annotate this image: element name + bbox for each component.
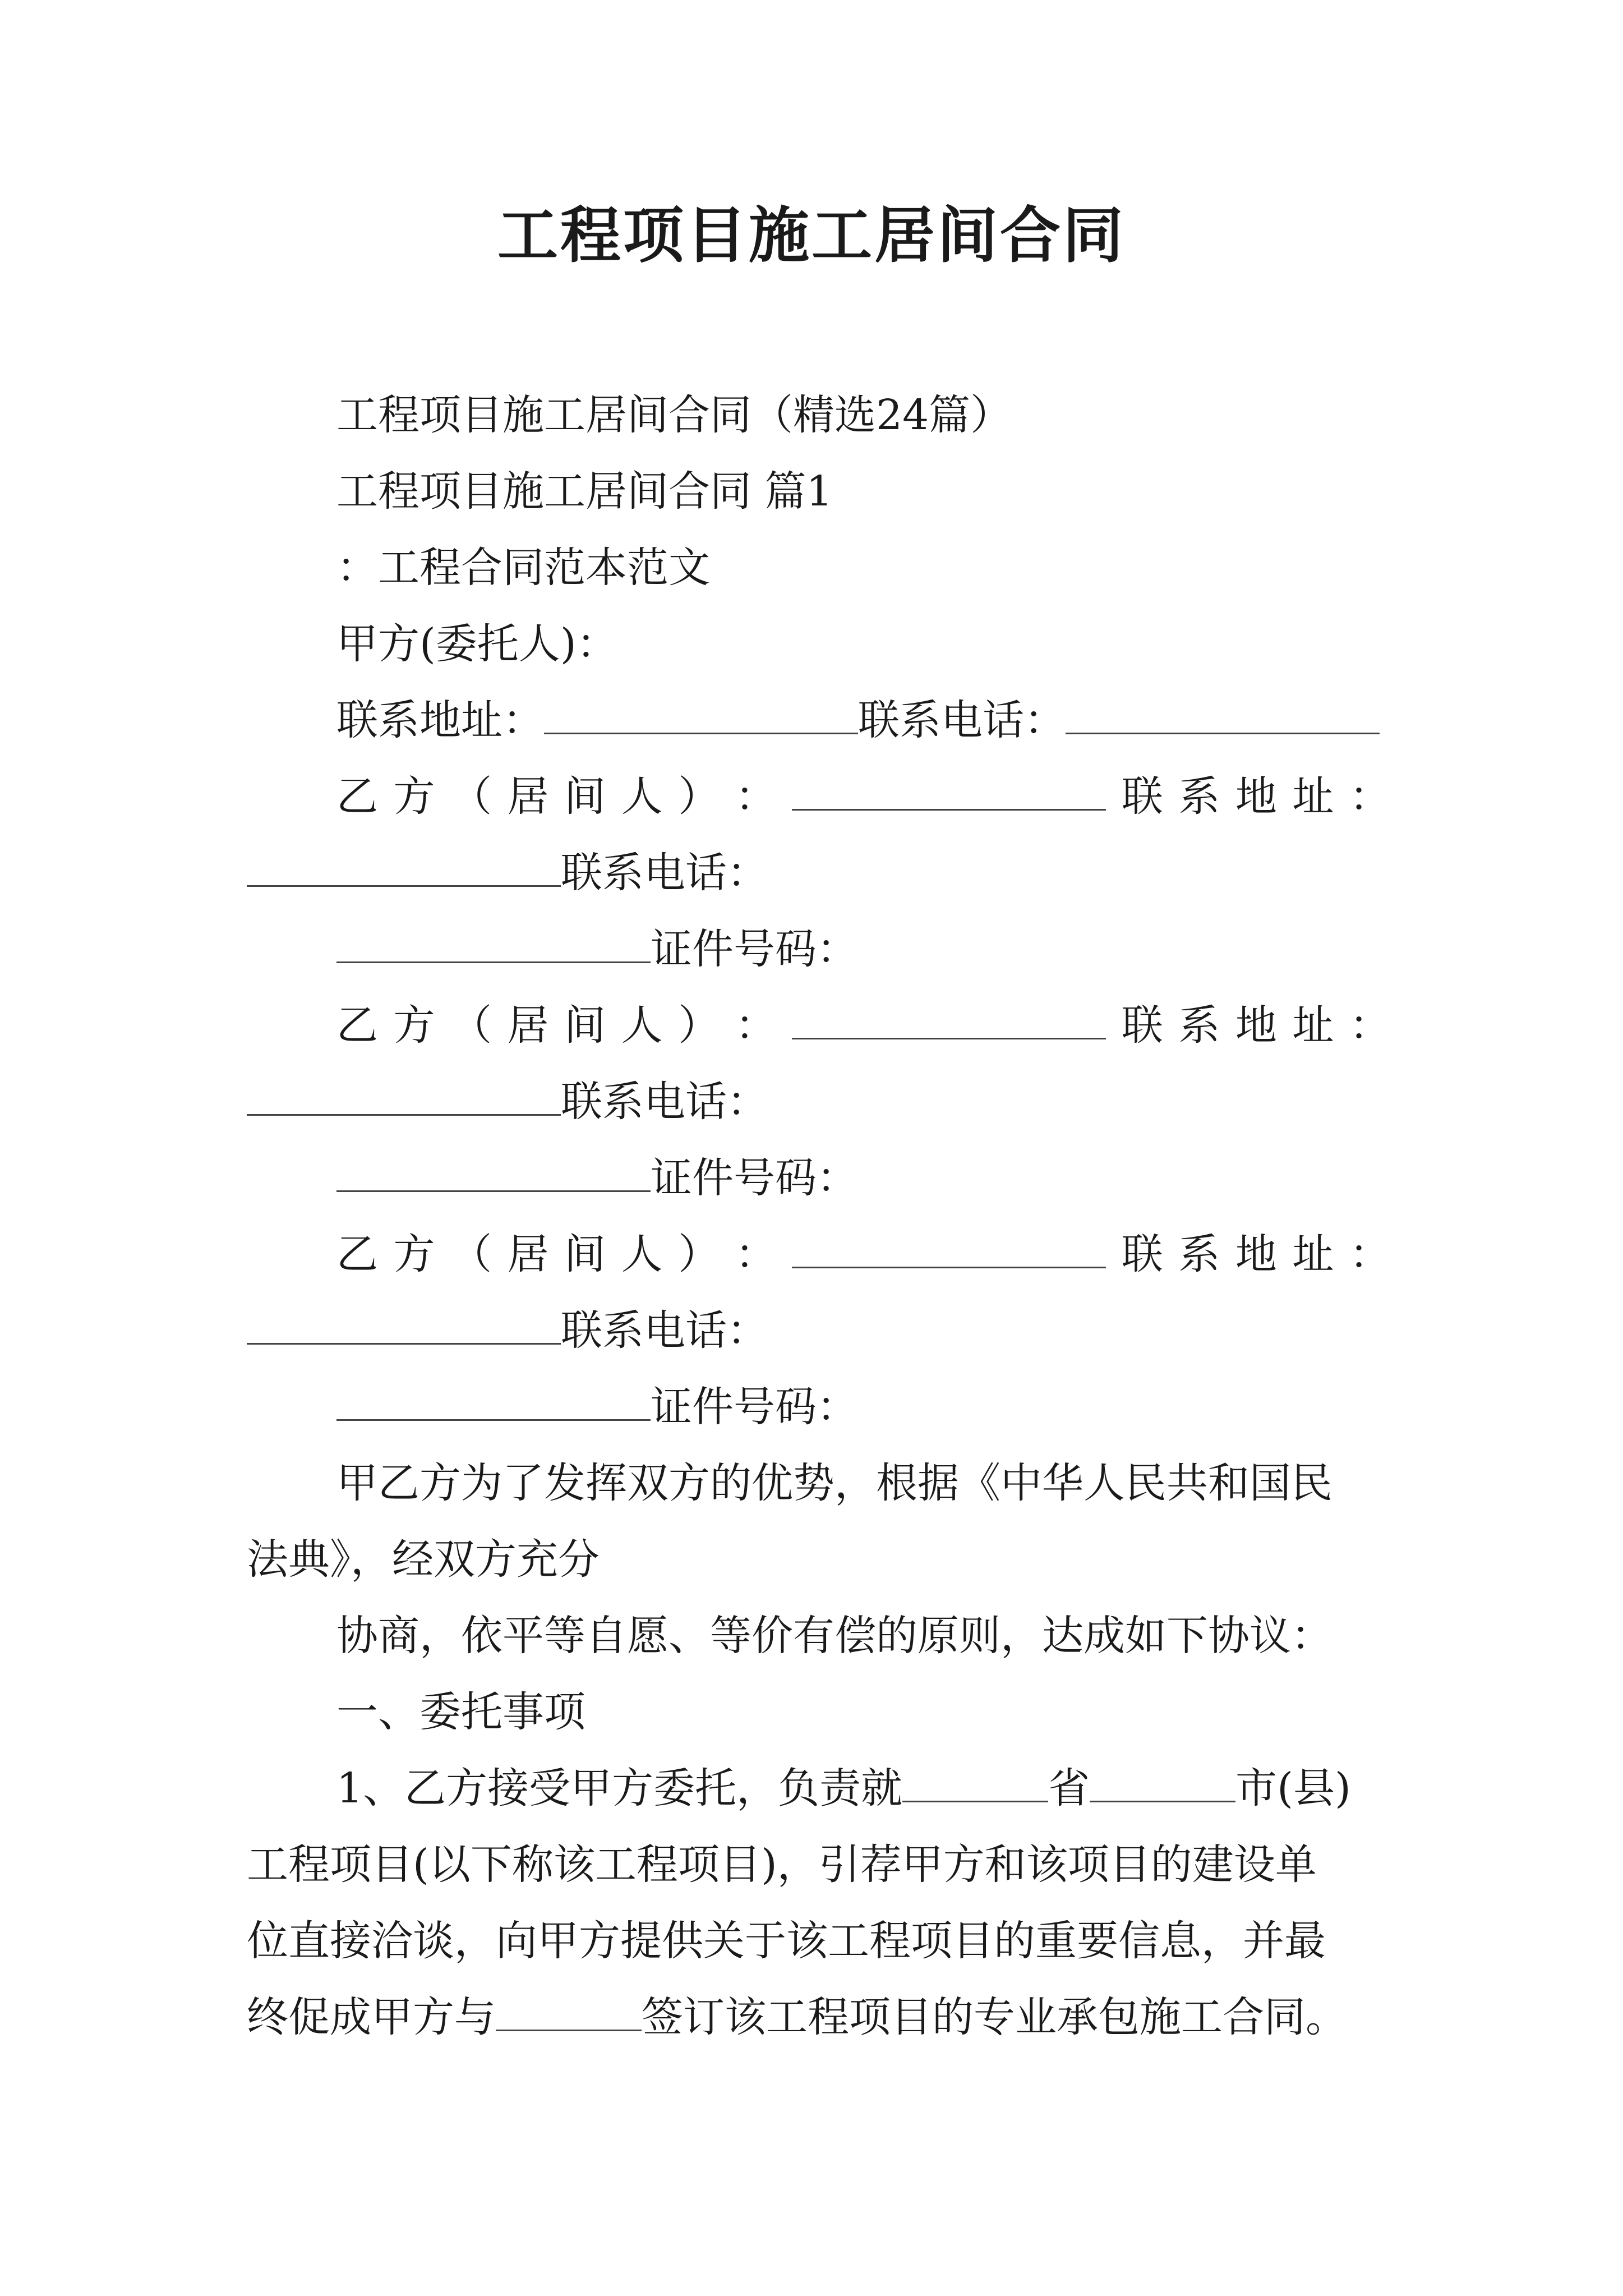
paragraph-1-line-2: 法典》，经双方充分 [247,1535,600,1584]
party-b-address-char: 地 [1235,1230,1277,1278]
party-b-label-char: 居 [507,1001,549,1050]
section-1-heading: 一、委托事项 [336,1688,585,1736]
party-b-label-char: 乙 [336,1230,378,1278]
party-b-phone-row-2 [247,1074,768,1130]
party-b-label-char: ： [735,1230,777,1278]
party-b-label-char: 居 [507,772,549,821]
party-b-name-blank [792,1001,1106,1039]
party-b-address-char: 址 [1292,1001,1334,1050]
province-blank [902,1764,1048,1802]
party-a-label: 甲方(委托人)： [336,620,618,668]
document-title: 工程项目施工居间合同 [497,200,1126,271]
subtitle: 工程项目施工居间合同（精选24篇） [336,391,1012,439]
party-b-label-char: （ [450,772,492,821]
clause-1-line-1 [336,1760,1351,1816]
party-b-address-blank [247,1077,561,1116]
clause-1-line-4-suffix: 签订该工程项目的专业承包施工合同。 [642,1993,1347,2041]
party-b-phone-row-3 [247,1303,768,1359]
party-b-label-char: 方 [393,1230,435,1278]
paragraph-2: 协商，依平等自愿、等价有偿的原则，达成如下协议： [336,1612,1332,1660]
party-b-id-row-3 [336,1379,858,1435]
clause-1-prefix: 1、乙方接受甲方委托，负责就 [336,1764,903,1812]
counterparty-blank [496,1993,642,2031]
party-b-address-char: 联 [1121,772,1163,821]
party-b-label-char: 居 [507,1230,549,1278]
party-b-address-char: 联 [1121,1230,1163,1278]
party-b-address-char: 系 [1178,772,1220,821]
party-b-row-2 [336,997,1391,1053]
party-b-label-char: （ [450,1230,492,1278]
party-a-phone-label: 联系电话： [858,696,1066,744]
party-b-phone-row-1 [247,845,768,901]
party-b-address-char: ： [1349,772,1391,821]
party-b-phone-label: 联系电话： [561,1306,768,1355]
party-b-address-char: 系 [1178,1001,1220,1050]
party-b-label-char: 人 [621,1230,663,1278]
party-a-contact-row [336,692,1380,748]
party-b-name-blank [792,772,1106,811]
clause-1-province: 省 [1048,1764,1090,1812]
party-a-address-label: 联系地址： [336,696,544,744]
party-b-id-row-1 [336,921,858,977]
party-b-id-label: 证件号码： [651,925,858,973]
party-a-address-blank [544,696,858,734]
party-b-label-char: 乙 [336,1001,378,1050]
party-b-label-char: 乙 [336,772,378,821]
party-b-label-char: ： [735,1001,777,1050]
party-b-address-char: 地 [1235,772,1277,821]
clause-1-city: 市(县) [1235,1764,1351,1812]
party-b-phone-label: 联系电话： [561,849,768,897]
party-b-address-char: 地 [1235,1001,1277,1050]
party-b-label-char: 人 [621,1001,663,1050]
party-b-id-label: 证件号码： [651,1383,858,1431]
party-b-name-blank [792,1230,1106,1268]
party-b-row-1 [336,769,1391,825]
city-blank [1090,1764,1235,1802]
clause-1-line-2: 工程项目(以下称该工程项目)，引荐甲方和该项目的建设单 [247,1841,1317,1889]
party-b-address-char: 址 [1292,772,1334,821]
template-note: ：工程合同范本范文 [336,544,710,592]
party-b-label-char: ） [678,1230,720,1278]
party-b-row-3 [336,1226,1391,1282]
party-b-address-blank [247,848,561,887]
party-b-label-char: 方 [393,1001,435,1050]
party-b-label-char: ： [735,772,777,821]
party-b-label-char: 间 [564,1230,606,1278]
paragraph-1-line-1: 甲乙方为了发挥双方的优势，根据《中华人民共和国民 [336,1459,1332,1507]
party-b-phone-label: 联系电话： [561,1078,768,1126]
party-b-label-char: 人 [621,772,663,821]
party-b-id-label: 证件号码： [651,1154,858,1202]
party-b-address-char: ： [1349,1230,1391,1278]
clause-1-line-3: 位直接洽谈，向甲方提供关于该工程项目的重要信息，并最 [247,1917,1326,1965]
party-b-address-char: 址 [1292,1230,1334,1278]
party-b-label-char: 间 [564,1001,606,1050]
party-b-address-char: 联 [1121,1001,1163,1050]
party-b-label-char: 方 [393,772,435,821]
party-a-phone-blank [1066,696,1380,734]
clause-1-line-4-prefix: 终促成甲方与 [247,1993,496,2041]
party-b-address-char: 系 [1178,1230,1220,1278]
section-heading: 工程项目施工居间合同 篇1 [336,467,833,516]
party-b-label-char: （ [450,1001,492,1050]
party-b-label-char: 间 [564,772,606,821]
party-b-id-row-2 [336,1150,858,1206]
party-b-address-char: ： [1349,1001,1391,1050]
party-b-label-char: ） [678,772,720,821]
clause-1-line-4 [247,1989,1347,2045]
party-b-label-char: ） [678,1001,720,1050]
party-b-phone-blank [336,1153,651,1192]
party-b-phone-blank [336,924,651,963]
party-b-address-blank [247,1306,561,1345]
party-b-phone-blank [336,1382,651,1421]
